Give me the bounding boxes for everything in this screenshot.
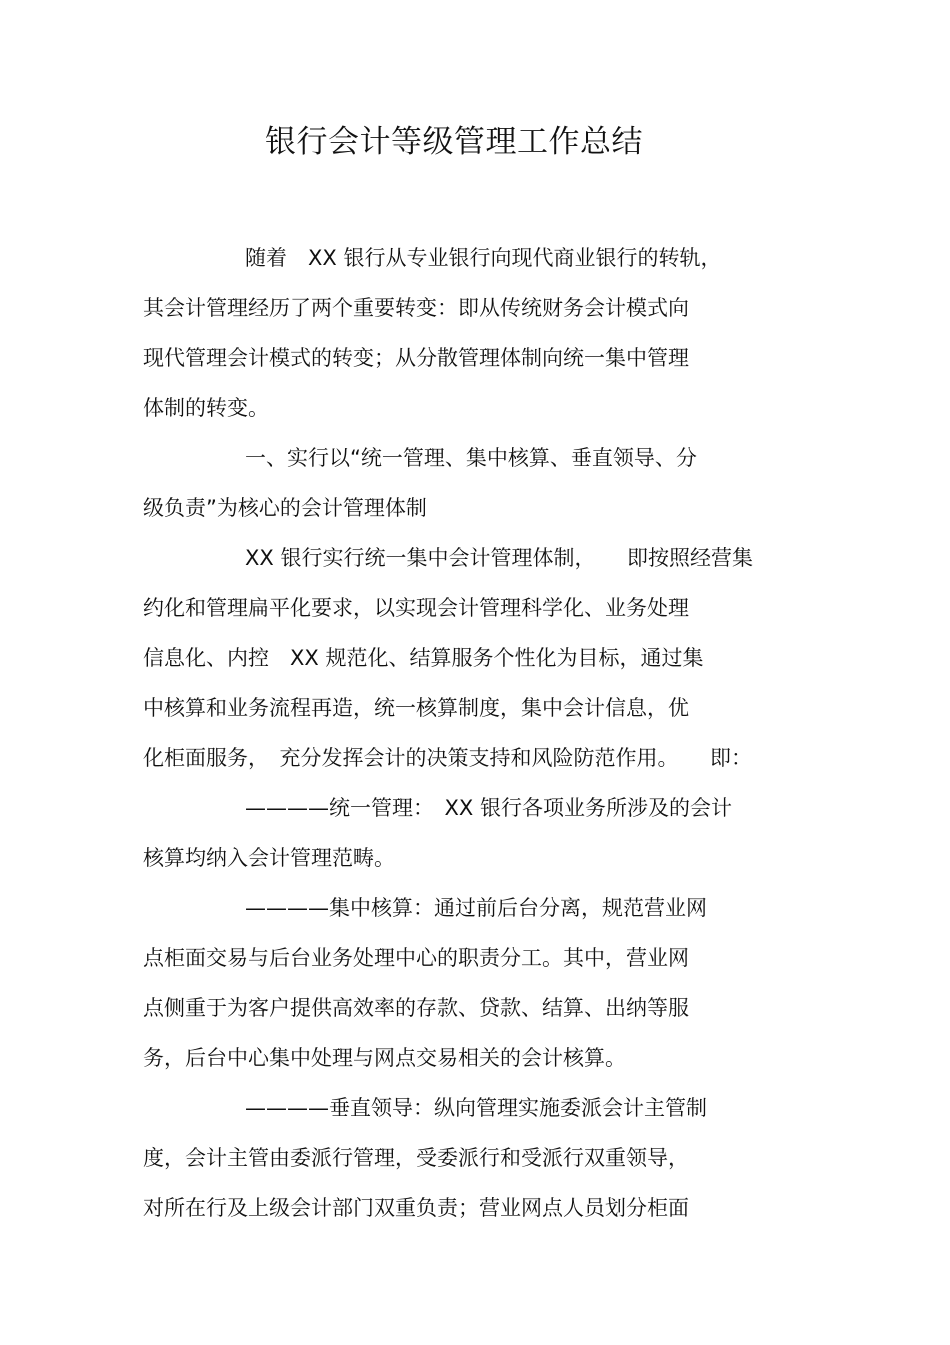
- item-line: ————垂直领导：纵向管理实施委派会计主管制: [245, 1096, 707, 1120]
- paragraph-line: 随着 XX 银行从专业银行向现代商业银行的转轨，: [245, 246, 722, 270]
- item-line: 点柜面交易与后台业务处理中心的职责分工。其中，营业网: [143, 946, 689, 970]
- section-heading-line: 级负责”为核心的会计管理体制: [143, 496, 427, 520]
- paragraph-line: XX 银行实行统一集中会计管理体制， 即按照经营集: [245, 546, 753, 570]
- paragraph-line: 约化和管理扁平化要求，以实现会计管理科学化、业务处理: [143, 596, 689, 620]
- item-line: 务，后台中心集中处理与网点交易相关的会计核算。: [143, 1046, 626, 1070]
- document-title: 银行会计等级管理工作总结: [265, 124, 643, 160]
- paragraph-line: 现代管理会计模式的转变；从分散管理体制向统一集中管理: [143, 346, 689, 370]
- item-line: 对所在行及上级会计部门双重负责；营业网点人员划分柜面: [143, 1196, 689, 1220]
- item-line: ————统一管理： XX 银行各项业务所涉及的会计: [245, 796, 732, 820]
- document-body: [143, 233, 843, 1233]
- item-line: 度，会计主管由委派行管理，受委派行和受派行双重领导，: [143, 1146, 689, 1170]
- paragraph-line: 中核算和业务流程再造，统一核算制度，集中会计信息，优: [143, 696, 689, 720]
- item-line: ————集中核算：通过前后台分离，规范营业网: [245, 896, 707, 920]
- paragraph-line: 化柜面服务， 充分发挥会计的决策支持和风险防范作用。 即：: [143, 746, 752, 770]
- paragraph-line: 体制的转变。: [143, 396, 269, 420]
- paragraph-line: 其会计管理经历了两个重要转变：即从传统财务会计模式向: [143, 296, 689, 320]
- item-line: 核算均纳入会计管理范畴。: [143, 846, 395, 870]
- paragraph-line: 信息化、内控 XX 规范化、结算服务个性化为目标，通过集: [143, 646, 704, 670]
- item-line: 点侧重于为客户提供高效率的存款、贷款、结算、出纳等服: [143, 996, 689, 1020]
- section-heading-line: 一、实行以“统一管理、集中核算、垂直领导、分: [245, 446, 697, 470]
